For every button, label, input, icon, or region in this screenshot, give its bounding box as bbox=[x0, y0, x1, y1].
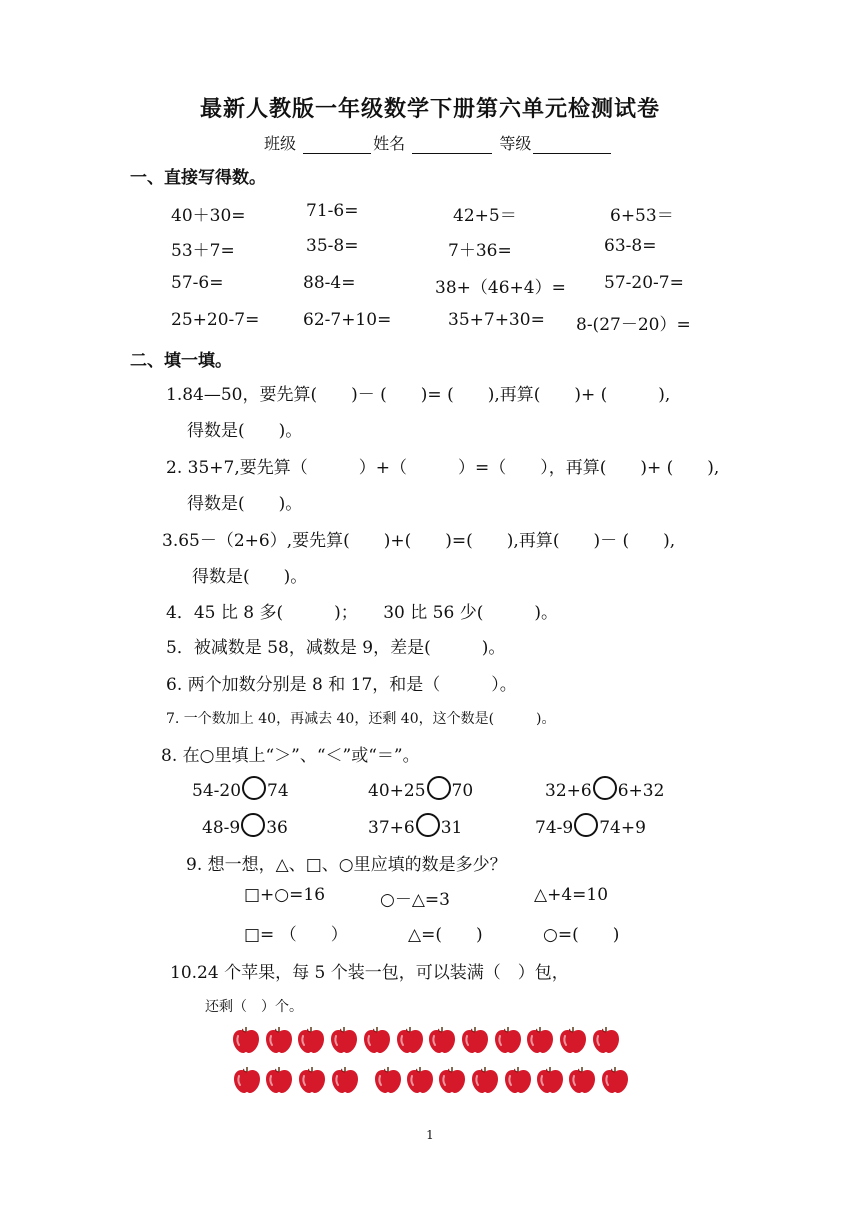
question-7: 7. 一个数加上 40，再减去 40，还剩 40，这个数是( )。 bbox=[166, 711, 556, 727]
compare-right: 36 bbox=[266, 818, 288, 838]
grade-blank[interactable] bbox=[533, 137, 611, 154]
compare-circle[interactable] bbox=[242, 776, 266, 800]
question-1-line2: 得数是( )。 bbox=[187, 421, 303, 441]
compare-item bbox=[202, 813, 288, 838]
equation: 40＋30= bbox=[171, 206, 246, 226]
compare-item bbox=[192, 776, 289, 801]
equation: 7＋36= bbox=[448, 241, 512, 261]
equation: 57-6= bbox=[171, 273, 224, 293]
equation: 42+5＝ bbox=[453, 206, 517, 226]
apple-icon bbox=[437, 1064, 467, 1094]
grade-label: 等级 bbox=[499, 134, 532, 153]
apple-icon bbox=[470, 1064, 500, 1094]
question-2-line1: 2. 35+7,要先算（ ）+（ ）=（ ），再算( )+ ( ), bbox=[166, 458, 720, 478]
apple-icon bbox=[493, 1024, 523, 1054]
compare-circle[interactable] bbox=[416, 813, 440, 837]
apple-icon bbox=[591, 1024, 621, 1054]
compare-circle[interactable] bbox=[593, 776, 617, 800]
equation: 25+20-7= bbox=[171, 310, 260, 330]
page-title: 最新人教版一年级数学下册第六单元检测试卷 bbox=[199, 97, 660, 122]
question-1-line1: 1.84—50，要先算( )－ ( )= ( ),再算( )+ ( ), bbox=[166, 385, 671, 405]
q9-answer: □= （ ） bbox=[244, 925, 348, 945]
apple-icon bbox=[503, 1064, 533, 1094]
q9-equation: ○－△=3 bbox=[380, 890, 450, 910]
compare-left: 32+6 bbox=[545, 781, 592, 801]
compare-circle[interactable] bbox=[241, 813, 265, 837]
apple-icon bbox=[330, 1064, 360, 1094]
equation: 63-8= bbox=[604, 236, 657, 256]
class-label: 班级 bbox=[264, 134, 297, 153]
question-9: 9. 想一想，△、□、○里应填的数是多少？ bbox=[186, 855, 507, 875]
compare-left: 74-9 bbox=[535, 818, 574, 838]
compare-right: 31 bbox=[440, 818, 463, 838]
apple-icon bbox=[525, 1024, 555, 1054]
class-blank[interactable] bbox=[303, 137, 371, 154]
equation: 35-8= bbox=[306, 236, 359, 256]
apple-icon bbox=[264, 1064, 294, 1094]
equation: 88-4= bbox=[303, 273, 356, 293]
apple-icon bbox=[600, 1064, 630, 1094]
q9-answer: ○=( ) bbox=[543, 925, 620, 945]
apple-icon bbox=[297, 1064, 327, 1094]
apple-icon bbox=[232, 1064, 262, 1094]
compare-right: 6+32 bbox=[617, 781, 665, 801]
compare-left: 37+6 bbox=[368, 818, 415, 838]
apple-icon bbox=[296, 1024, 326, 1054]
q9-equation: □+○=16 bbox=[244, 885, 326, 905]
compare-item bbox=[368, 813, 462, 838]
equation: 71-6= bbox=[306, 201, 359, 221]
equation: 38+（46+4）= bbox=[435, 278, 566, 298]
compare-right: 70 bbox=[451, 781, 474, 801]
equation: 53＋7= bbox=[171, 241, 235, 261]
apple-icon bbox=[535, 1064, 565, 1094]
compare-circle[interactable] bbox=[427, 776, 451, 800]
apple-icon bbox=[405, 1064, 435, 1094]
compare-left: 48-9 bbox=[202, 818, 241, 838]
question-8: 8. 在○里填上“＞”、“＜”或“＝”。 bbox=[161, 746, 420, 766]
q9-equation: △+4=10 bbox=[534, 885, 609, 905]
compare-left: 54-20 bbox=[192, 781, 242, 801]
apple-icon bbox=[264, 1024, 294, 1054]
equation: 35+7+30= bbox=[448, 310, 545, 330]
compare-item bbox=[535, 813, 646, 838]
compare-left: 40+25 bbox=[368, 781, 426, 801]
question-2-line2: 得数是( )。 bbox=[187, 494, 303, 514]
apple-icon bbox=[567, 1064, 597, 1094]
apple-icon bbox=[231, 1024, 261, 1054]
question-10-line2: 还剩（ ）个。 bbox=[205, 999, 303, 1015]
compare-item bbox=[368, 776, 473, 801]
question-5: 5．被减数是 58，减数是 9，差是( )。 bbox=[166, 638, 506, 658]
section2-heading: 二、填一填。 bbox=[130, 351, 232, 371]
apple-icon bbox=[373, 1064, 403, 1094]
compare-right: 74 bbox=[267, 781, 289, 801]
compare-item bbox=[545, 776, 664, 801]
apple-icon bbox=[427, 1024, 457, 1054]
apple-icon bbox=[395, 1024, 425, 1054]
compare-circle[interactable] bbox=[574, 813, 598, 837]
apple-icon bbox=[460, 1024, 490, 1054]
section1-heading: 一、直接写得数。 bbox=[130, 168, 266, 188]
name-blank[interactable] bbox=[412, 137, 492, 154]
question-3-line2: 得数是( )。 bbox=[192, 567, 308, 587]
apple-icon bbox=[558, 1024, 588, 1054]
name-label: 姓名 bbox=[373, 134, 406, 153]
question-4: 4．45 比 8 多( )； 30 比 56 少( )。 bbox=[166, 603, 558, 623]
equation: 57-20-7= bbox=[604, 273, 684, 293]
apple-icon bbox=[329, 1024, 359, 1054]
student-info-line bbox=[264, 131, 613, 154]
compare-right: 74+9 bbox=[599, 818, 646, 838]
question-3-line1: 3.65－（2+6）,要先算( )+( )=( ),再算( )－ ( ), bbox=[162, 531, 676, 551]
question-6: 6. 两个加数分别是 8 和 17，和是（ ）。 bbox=[166, 675, 517, 695]
page-number: 1 bbox=[426, 1128, 434, 1142]
apple-icon bbox=[362, 1024, 392, 1054]
question-10-line1: 10.24 个苹果，每 5 个装一包，可以装满（ ）包， bbox=[170, 963, 569, 983]
equation: 62-7+10= bbox=[303, 310, 392, 330]
equation: 6+53＝ bbox=[610, 206, 674, 226]
q9-answer: △=( ) bbox=[408, 925, 483, 945]
equation: 8-(27－20）= bbox=[576, 315, 691, 335]
